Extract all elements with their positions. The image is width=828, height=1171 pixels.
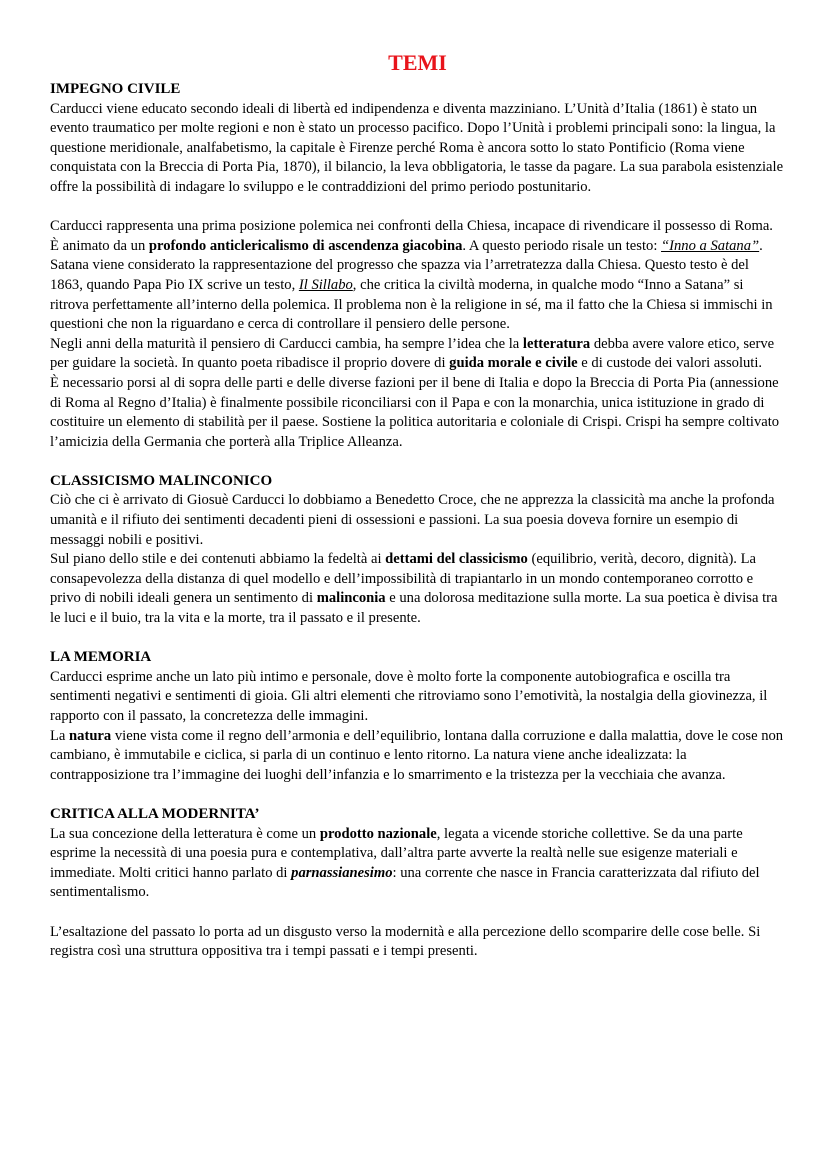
italic-underlined-title: “Inno a Satana” — [661, 237, 760, 254]
text-run: . Satana viene considerato la rappresentazione del progresso che spazza via l’arretratezza dalla Chiesa. Questo testo è del 1863, quando Papa Pio IX scrive un testo, — [50, 237, 763, 293]
blank-line — [50, 785, 785, 805]
paragraph-impegno-civile-1: Carducci viene educato secondo ideali di libertà ed indipendenza e diventa mazziniano. L’Unità d’Italia (1861) è stato un evento traumatico per molte regioni e non è stato un processo pacifico. Dopo l’Unità i problemi principali sono: la lingua, la questione meridionale, analfabetismo, la capitale è Firenze perché Roma è ancora sotto lo stato Pontificio (Roma viene conquistata con la Breccia di Porta Pia, 1870), il bilancio, la leva obbligatoria, le tasse da pagare. La sua parabola esistenziale offre la possibilità di indagare lo sviluppo e le contraddizioni del primo periodo postunitario. — [50, 100, 784, 195]
paragraph-memoria-2 — [50, 727, 785, 786]
section-heading-impegno-civile: IMPEGNO CIVILE — [50, 81, 181, 97]
italic-underlined-title: Il Sillabo — [298, 276, 353, 293]
paragraph-critica-1 — [50, 825, 785, 903]
bold-text-run: prodotto nazionale — [319, 825, 437, 842]
bold-text-run: natura — [69, 727, 112, 744]
text-run: (equilibrio, verità, decoro, dignità). La consapevolezza della distanza di quel modello e dell’impossibilità di trapiantarlo in un mondo contemporaneo corrotto e privo di nobili ideali genera un sentimento di — [50, 551, 756, 607]
bold-text-run: malinconia — [316, 590, 386, 607]
bold-text-run: letteratura — [522, 335, 591, 352]
text-run: La — [50, 727, 70, 744]
bold-text-run: dettami del classicismo — [385, 551, 528, 568]
paragraph-critica-2: L’esaltazione del passato lo porta ad un disgusto verso la modernità e alla percezione dello scomparire delle cose belle. Si registra così una struttura oppositiva tra i tempi passati e i tempi presenti. — [50, 923, 761, 960]
document-title: TEMI — [388, 50, 447, 75]
blank-line — [50, 452, 785, 472]
blank-line — [50, 629, 785, 649]
text-run: : una corrente che nasce in Francia caratterizzata dal rifiuto del sentimentalismo. — [50, 864, 760, 901]
text-run: Sul piano dello stile e dei contenuti abbiamo la fedeltà ai — [50, 551, 386, 568]
text-run: e di custode dei valori assoluti. — [577, 355, 763, 372]
paragraph-impegno-civile-3 — [50, 335, 785, 374]
text-run: , legata a vicende storiche collettive. Se da una parte esprime la necessità di una poesia pura e contemplativa, dall’altra parte avverte la realtà nelle sue esigenze materiali e immediate. Molti critici hanno parlato di — [50, 825, 743, 881]
paragraph-memoria-1: Carducci esprime anche un lato più intimo e personale, dove è molto forte la componente autobiografica e oscilla tra sentimenti negativi e sentimenti di gioia. Gli altri elementi che ritroviamo sono l’emotività, la nostalgia della giovinezza, il rapporto con il passato, la concretezza delle immagini. — [50, 668, 768, 724]
bold-text-run: guida morale e civile — [449, 355, 578, 372]
text-run: viene vista come il regno dell’armonia e dell’equilibrio, lontana dalla corruzione e dalla malattia, dove le cose non cambiano, è immutabile e ciclica, si parla di un continuo e lento ritorno. La natura viene anche idealizzata: la contrapposizione tra l’immagine dei luoghi dell’infanzia e lo smarrimento e la tristezza per la vecchiaia che avanza. — [50, 727, 784, 783]
paragraph-impegno-civile-2 — [50, 217, 785, 335]
text-run: . A questo periodo risale un testo: — [462, 237, 662, 254]
section-heading-la-memoria: LA MEMORIA — [50, 649, 152, 666]
section-heading-critica-alla-modernita: CRITICA ALLA MODERNITA’ — [50, 805, 260, 822]
text-run: e una dolorosa meditazione sulla morte. La sua poetica è divisa tra le luci e il buio, tra la vita e la morte, tra il passato e il presente. — [50, 590, 778, 627]
paragraph-impegno-civile-4: È necessario porsi al di sopra delle parti e delle diverse fazioni per il bene di Italia e dopo la Breccia di Porta Pia (annessione di Roma al Regno d’Italia) è finalmente possibile riconciliarsi con il Papa e con la monarchia, unica istituzione in grado di costituire un elemento di stabilità per il paese. Sostiene la politica autoritaria e coloniale di Crispi. Crispi ha sempre coltivato l’amicizia della Germania che porterà alla Triplice Alleanza. — [50, 374, 780, 450]
paragraph-classicismo-2 — [50, 550, 785, 628]
bold-italic-term: parnassianesimo — [291, 864, 393, 881]
text-run: Negli anni della maturità il pensiero di Carducci cambia, ha sempre l’idea che la — [50, 335, 523, 352]
text-run: debba avere valore etico, serve per guidare la società. In quanto poeta ribadisce il proprio dovere di — [50, 335, 775, 372]
document-page — [50, 50, 785, 962]
blank-line — [50, 198, 785, 218]
blank-line — [50, 903, 785, 923]
text-run: , che critica la civiltà moderna, in qualche modo “Inno a Satana” si ritrova perfettamente all’interno della polemica. Il problema non è la religione in sé, ma il fatto che la Chiesa si immischi in questioni che non la riguardano e cerca di controllare il pensiero delle persone. — [50, 276, 773, 333]
text-run: Carducci rappresenta una prima posizione polemica nei confronti della Chiesa, incapace di rivendicare il possesso di Roma. È animato da un — [50, 218, 773, 254]
text-run: La sua concezione della letteratura è come un — [50, 825, 320, 842]
bold-text-run: profondo anticlericalismo di ascendenza giacobina — [148, 237, 463, 254]
section-heading-classicismo-malinconico: CLASSICISMO MALINCONICO — [50, 472, 273, 489]
paragraph-classicismo-1: Ciò che ci è arrivato di Giosuè Carducci lo dobbiamo a Benedetto Croce, che ne apprezza la classicità ma anche la profonda umanità e il rifiuto dei sentimenti decadenti pieni di ossessioni e passioni. La sua poesia doveva fornire un esempio di messaggi nobili e positivi. — [50, 492, 775, 548]
